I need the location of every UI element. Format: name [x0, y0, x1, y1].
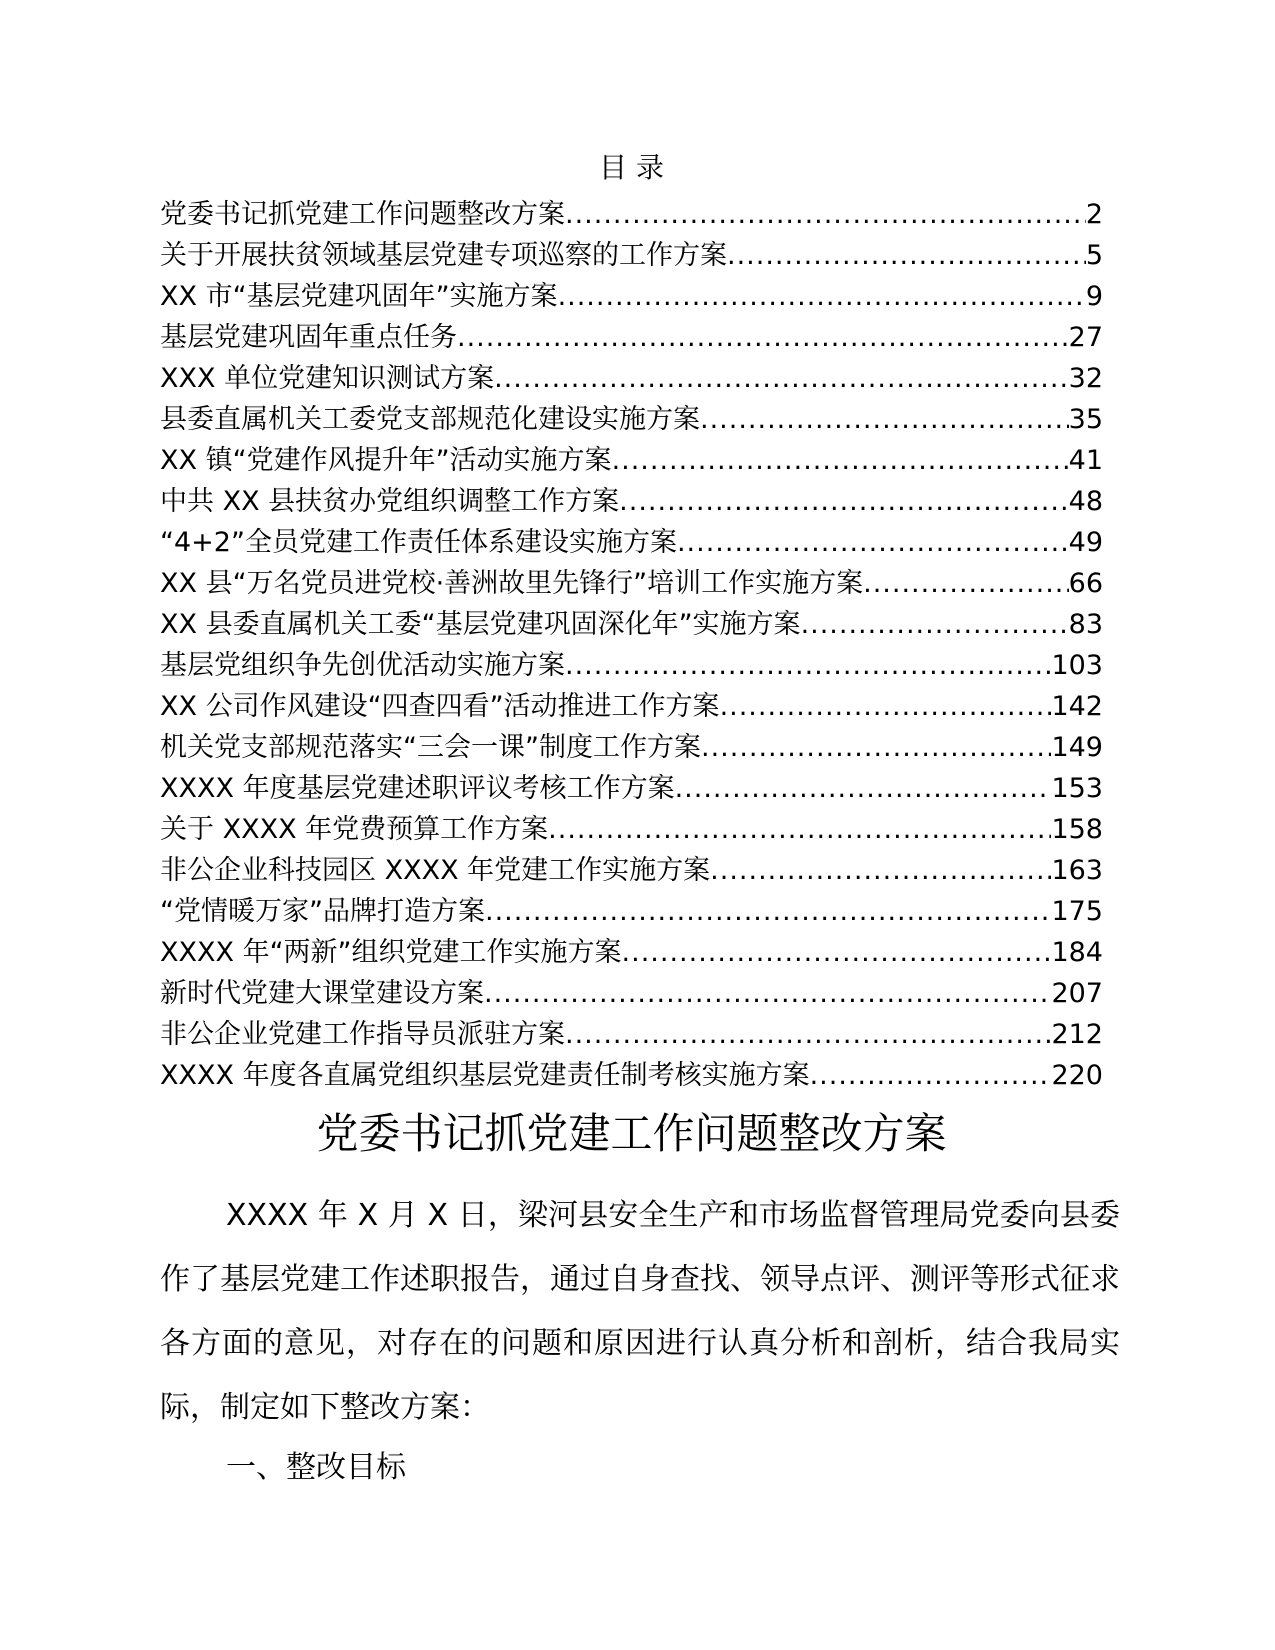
toc-entry-page: 49 — [1068, 527, 1103, 558]
toc-entry-text: 关于 XXXX 年党费预算工作方案 — [160, 814, 549, 845]
toc-entry-text: 县委直属机关工委党支部规范化建设实施方案 — [160, 404, 700, 435]
toc-entry[interactable] — [160, 727, 1103, 768]
toc-leader-dots — [457, 317, 1069, 358]
toc-entry-page: 48 — [1068, 486, 1103, 517]
toc-leader-dots — [701, 727, 1051, 768]
toc-entry-page: 207 — [1051, 978, 1103, 1009]
toc-entry-text: 中共 XX 县扶贫办党组织调整工作方案 — [160, 486, 620, 517]
toc-entry-text: XXXX 年度各直属党组织基层党建责任制考核实施方案 — [160, 1060, 810, 1091]
toc-leader-dots — [675, 768, 1052, 809]
toc-leader-dots — [612, 440, 1069, 481]
toc-leader-dots — [565, 194, 1086, 235]
toc-entry-text: 非公企业科技园区 XXXX 年党建工作实施方案 — [160, 855, 711, 886]
toc-leader-dots — [810, 1055, 1052, 1096]
toc-entry-text: XXXX 年度基层党建述职评议考核工作方案 — [160, 773, 675, 804]
toc-leader-dots — [677, 522, 1069, 563]
toc-leader-dots — [801, 604, 1069, 645]
toc-entry-text: 非公企业党建工作指导员派驻方案 — [160, 1019, 565, 1050]
toc-entry-page: 158 — [1051, 814, 1103, 845]
toc-entry-page: 142 — [1051, 691, 1103, 722]
toc-entry[interactable] — [160, 809, 1103, 850]
toc-entry[interactable] — [160, 645, 1103, 686]
toc-entry-page: 103 — [1051, 650, 1103, 681]
toc-entry[interactable] — [160, 1055, 1103, 1096]
toc-entry[interactable] — [160, 194, 1103, 235]
toc-leader-dots — [484, 973, 1051, 1014]
toc-entry-page: 66 — [1068, 568, 1103, 599]
toc-entry-page: 83 — [1068, 609, 1103, 640]
toc-entry-text: XX 县“万名党员进党校·善洲故里先锋行”培训工作实施方案 — [160, 568, 864, 599]
toc-entry[interactable] — [160, 604, 1103, 645]
toc-entry-text: XXXX 年“两新”组织党建工作实施方案 — [160, 937, 622, 968]
toc-leader-dots — [622, 932, 1052, 973]
toc-entry[interactable] — [160, 973, 1103, 1014]
toc-leader-dots — [727, 235, 1086, 276]
toc-entry[interactable] — [160, 276, 1103, 317]
toc-leader-dots — [700, 399, 1069, 440]
toc-entry[interactable] — [160, 440, 1103, 481]
toc-entry-text: 新时代党建大课堂建设方案 — [160, 978, 484, 1009]
toc-entry-page: 153 — [1051, 773, 1103, 804]
toc-entry-page: 9 — [1085, 281, 1103, 312]
toc-entry[interactable] — [160, 1014, 1103, 1055]
toc-leader-dots — [710, 850, 1051, 891]
toc-entry-text: 关于开展扶贫领域基层党建专项巡察的工作方案 — [160, 240, 727, 271]
toc-entry-text: 党委书记抓党建工作问题整改方案 — [160, 199, 565, 230]
toc-entry[interactable] — [160, 399, 1103, 440]
toc-entry-page: 5 — [1085, 240, 1103, 271]
toc-entry-text: XX 市“基层党建巩固年”实施方案 — [160, 281, 558, 312]
toc-entry-text: XX 镇“党建作风提升年”活动实施方案 — [160, 445, 612, 476]
toc-leader-dots — [565, 1014, 1051, 1055]
toc-entry-text: XX 县委直属机关工委“基层党建巩固深化年”实施方案 — [160, 609, 801, 640]
toc-entry-text: “党情暖万家”品牌打造方案 — [160, 896, 485, 927]
toc-entry-page: 149 — [1051, 732, 1103, 763]
toc-entry-page: 184 — [1051, 937, 1103, 968]
toc-entry[interactable] — [160, 891, 1103, 932]
toc-leader-dots — [619, 481, 1068, 522]
document-title: 党委书记抓党建工作问题整改方案 — [316, 1109, 947, 1158]
toc-leader-dots — [863, 563, 1069, 604]
toc-entry-text: “4+2”全员党建工作责任体系建设实施方案 — [160, 527, 677, 558]
toc-entry[interactable] — [160, 358, 1103, 399]
toc-leader-dots — [720, 686, 1052, 727]
toc-entry[interactable] — [160, 522, 1103, 563]
toc-entry-page: 212 — [1051, 1019, 1103, 1050]
toc-list — [160, 194, 1103, 1096]
toc-entry[interactable] — [160, 317, 1103, 358]
toc-leader-dots — [494, 358, 1069, 399]
toc-entry[interactable] — [160, 563, 1103, 604]
toc-entry-page: 32 — [1068, 363, 1103, 394]
toc-entry-text: XXX 单位党建知识测试方案 — [160, 363, 495, 394]
toc-entry[interactable] — [160, 932, 1103, 973]
toc-entry-text: XX 公司作风建设“四查四看”活动推进工作方案 — [160, 691, 720, 722]
toc-entry-page: 2 — [1085, 199, 1103, 230]
toc-entry-page: 163 — [1051, 855, 1103, 886]
toc-entry-page: 41 — [1068, 445, 1103, 476]
toc-entry[interactable] — [160, 850, 1103, 891]
toc-entry[interactable] — [160, 481, 1103, 522]
toc-entry-text: 基层党建巩固年重点任务 — [160, 322, 457, 353]
toc-entry[interactable] — [160, 686, 1103, 727]
toc-entry-text: 机关党支部规范落实“三会一课”制度工作方案 — [160, 732, 701, 763]
toc-entry[interactable] — [160, 235, 1103, 276]
toc-leader-dots — [548, 809, 1051, 850]
section-heading: 一、整改目标 — [226, 1450, 406, 1485]
toc-entry-text: 基层党组织争先创优活动实施方案 — [160, 650, 565, 681]
toc-entry-page: 27 — [1068, 322, 1103, 353]
toc-leader-dots — [558, 276, 1086, 317]
toc-entry-page: 35 — [1068, 404, 1103, 435]
toc-entry[interactable] — [160, 768, 1103, 809]
toc-entry-page: 220 — [1051, 1060, 1103, 1091]
toc-title: 目 录 — [599, 151, 664, 184]
toc-leader-dots — [485, 891, 1051, 932]
body-paragraph: XXXX 年 X 月 X 日，梁河县安全生产和市场监督管理局党委向县委作了基层党建工作述职报告，通过自身查找、领导点评、测评等形式征求各方面的意见，对存在的问题和原因进行认真分析和剖析，结合我局实际，制定如下整改方案： — [160, 1198, 1120, 1425]
toc-leader-dots — [565, 645, 1051, 686]
toc-entry-page: 175 — [1051, 896, 1103, 927]
